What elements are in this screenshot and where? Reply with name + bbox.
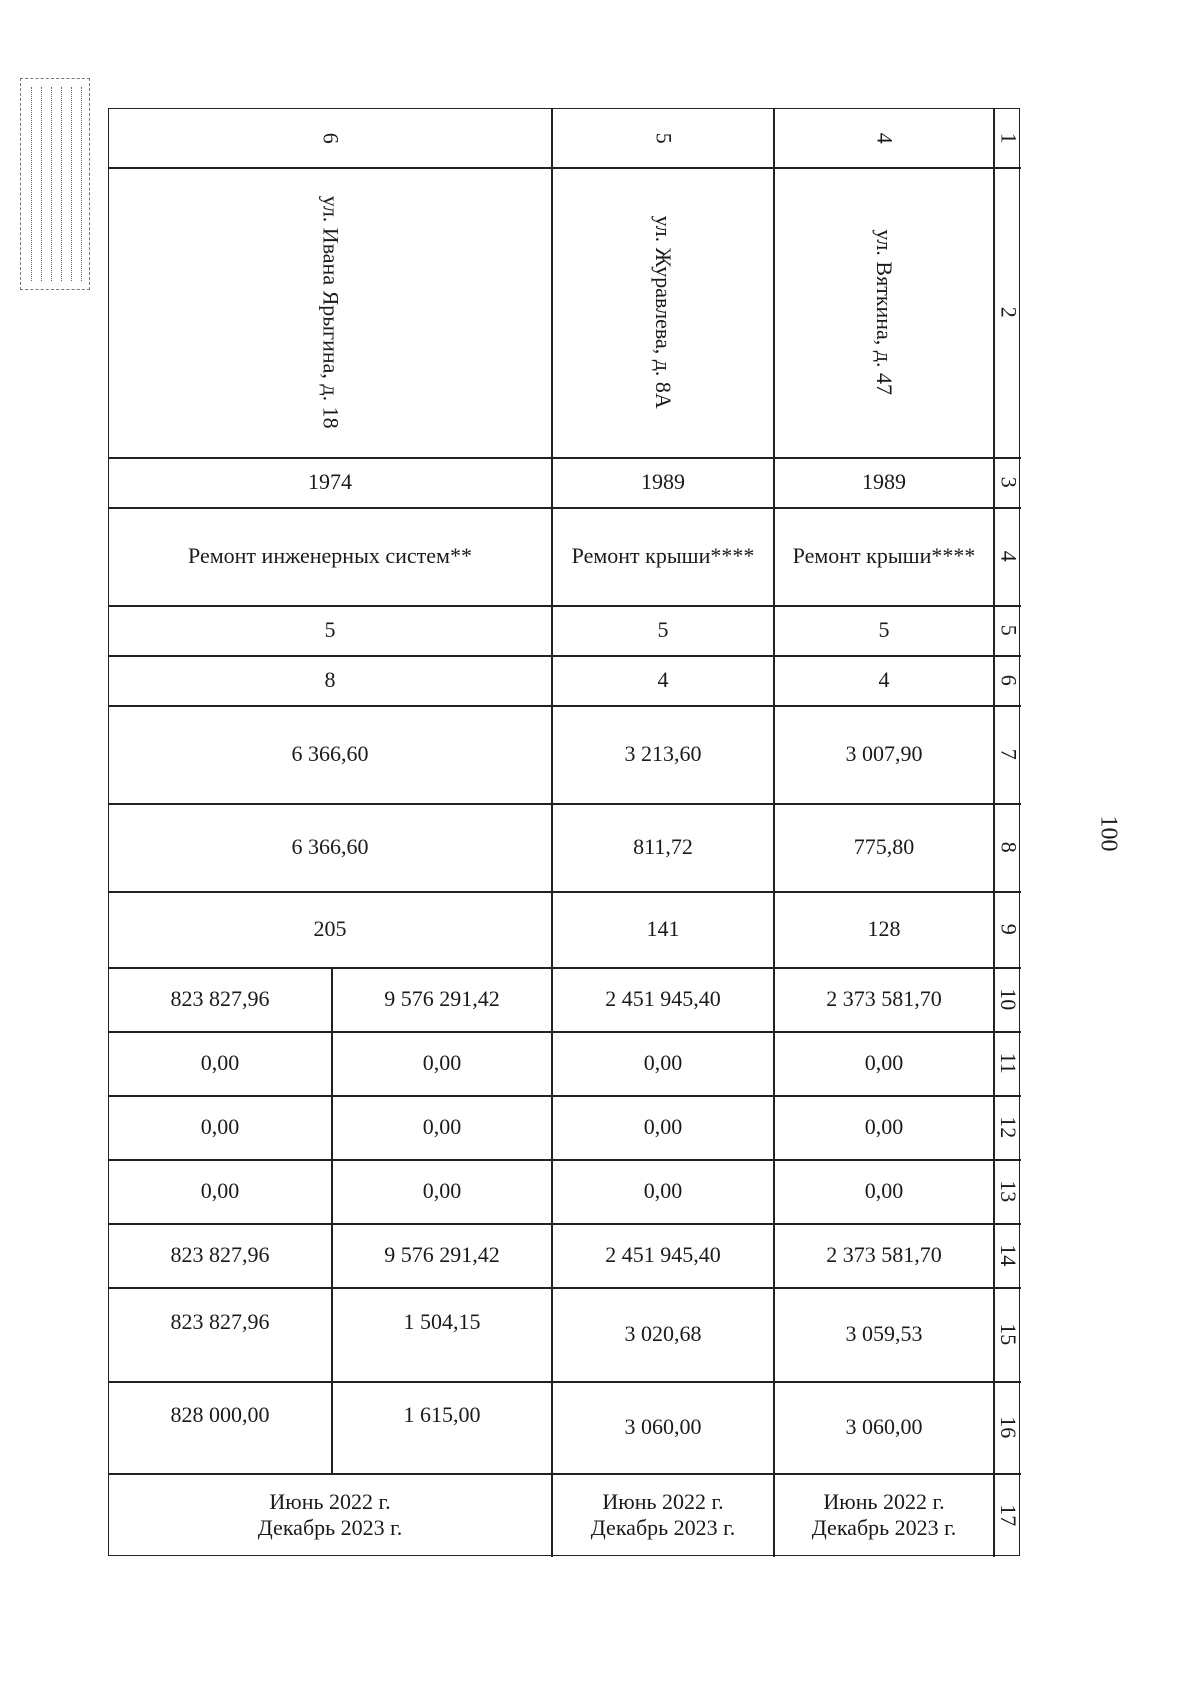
value-cell: 0,00 [643, 1113, 683, 1139]
entry-number: 5 [651, 132, 677, 144]
year-cell: 1974 [308, 468, 352, 494]
value-cell: 3 059,53 [845, 1320, 923, 1346]
date-start: Июнь 2022 г. [269, 1488, 391, 1514]
row-number: 10 [996, 987, 1022, 1010]
entry-number: 4 [872, 132, 898, 144]
value-cell: 6 366,60 [291, 740, 369, 766]
stamp-mark [20, 78, 90, 290]
value-cell: 0,00 [864, 1113, 904, 1139]
value-cell: 205 [313, 915, 347, 941]
page-number: 100 [1095, 815, 1122, 852]
value-cell: 0,00 [643, 1049, 683, 1075]
value-cell: 141 [646, 915, 680, 941]
row-number: 6 [996, 674, 1022, 686]
value-cell: 2 451 945,40 [605, 1241, 721, 1267]
period-cell [109, 1473, 551, 1557]
row-number: 11 [996, 1052, 1022, 1074]
value-cell: 2 373 581,70 [826, 985, 942, 1011]
row-number: 3 [996, 476, 1022, 488]
value-cell: 0,00 [200, 1177, 240, 1203]
value-cell: 1 615,00 [403, 1401, 481, 1427]
row-number: 8 [996, 841, 1022, 853]
value-cell: 0,00 [422, 1177, 462, 1203]
work-type-cell: Ремонт крыши**** [571, 542, 755, 568]
address-cell: ул. Ивана Ярыгина, д. 18 [318, 195, 344, 429]
date-end: Декабрь 2023 г. [590, 1515, 736, 1540]
row-number: 17 [996, 1503, 1022, 1526]
value-cell: 3 213,60 [624, 740, 702, 766]
row-number: 13 [996, 1179, 1022, 1202]
value-cell: 128 [867, 915, 901, 941]
value-cell: 3 007,90 [845, 740, 923, 766]
row-number: 14 [996, 1243, 1022, 1266]
value-cell: 0,00 [643, 1177, 683, 1203]
value-cell: 811,72 [633, 833, 693, 859]
value-cell: 3 020,68 [624, 1320, 702, 1346]
value-cell: 828 000,00 [170, 1401, 270, 1427]
value-cell: 9 576 291,42 [384, 1241, 500, 1267]
period-cell [775, 1473, 993, 1557]
row-number: 5 [996, 624, 1022, 636]
value-cell: 6 366,60 [291, 833, 369, 859]
value-cell: 2 373 581,70 [826, 1241, 942, 1267]
row-number: 16 [996, 1415, 1022, 1438]
value-cell: 0,00 [422, 1049, 462, 1075]
value-cell: 775,80 [853, 833, 915, 859]
value-cell: 2 451 945,40 [605, 985, 721, 1011]
value-cell: 5 [324, 616, 336, 642]
value-cell: 0,00 [200, 1113, 240, 1139]
row-number: 12 [996, 1115, 1022, 1138]
entry-number: 6 [318, 132, 344, 144]
value-cell: 9 576 291,42 [384, 985, 500, 1011]
value-cell: 3 060,00 [624, 1413, 702, 1439]
date-start: Июнь 2022 г. [823, 1488, 945, 1514]
repair-table [108, 108, 1020, 1556]
date-end: Декабрь 2023 г. [811, 1515, 957, 1540]
value-cell: 823 827,96 [170, 1308, 270, 1334]
value-cell: 0,00 [200, 1049, 240, 1075]
value-cell: 4 [657, 666, 669, 692]
year-cell: 1989 [641, 468, 685, 494]
value-cell: 0,00 [864, 1177, 904, 1203]
value-cell: 0,00 [422, 1113, 462, 1139]
work-type-cell: Ремонт крыши**** [792, 542, 976, 568]
value-cell: 4 [878, 666, 890, 692]
address-cell: ул. Вяткина, д. 47 [872, 229, 898, 395]
value-cell: 3 060,00 [845, 1413, 923, 1439]
row-number: 2 [996, 306, 1022, 318]
row-number: 1 [996, 132, 1022, 144]
value-cell: 823 827,96 [170, 1241, 270, 1267]
address-cell: ул. Журавлева, д. 8А [651, 215, 677, 409]
value-cell: 0,00 [864, 1049, 904, 1075]
work-type-cell: Ремонт инженерных систем** [188, 542, 472, 568]
row-number: 7 [996, 748, 1022, 760]
value-cell: 1 504,15 [403, 1308, 481, 1334]
row-number: 4 [996, 550, 1022, 562]
date-start: Июнь 2022 г. [602, 1488, 724, 1514]
period-cell [553, 1473, 773, 1557]
date-end: Декабрь 2023 г. [257, 1515, 403, 1540]
value-cell: 5 [878, 616, 890, 642]
row-number: 9 [996, 923, 1022, 935]
value-cell: 8 [324, 666, 336, 692]
year-cell: 1989 [862, 468, 906, 494]
value-cell: 823 827,96 [170, 985, 270, 1011]
row-number: 15 [996, 1322, 1022, 1345]
value-cell: 5 [657, 616, 669, 642]
